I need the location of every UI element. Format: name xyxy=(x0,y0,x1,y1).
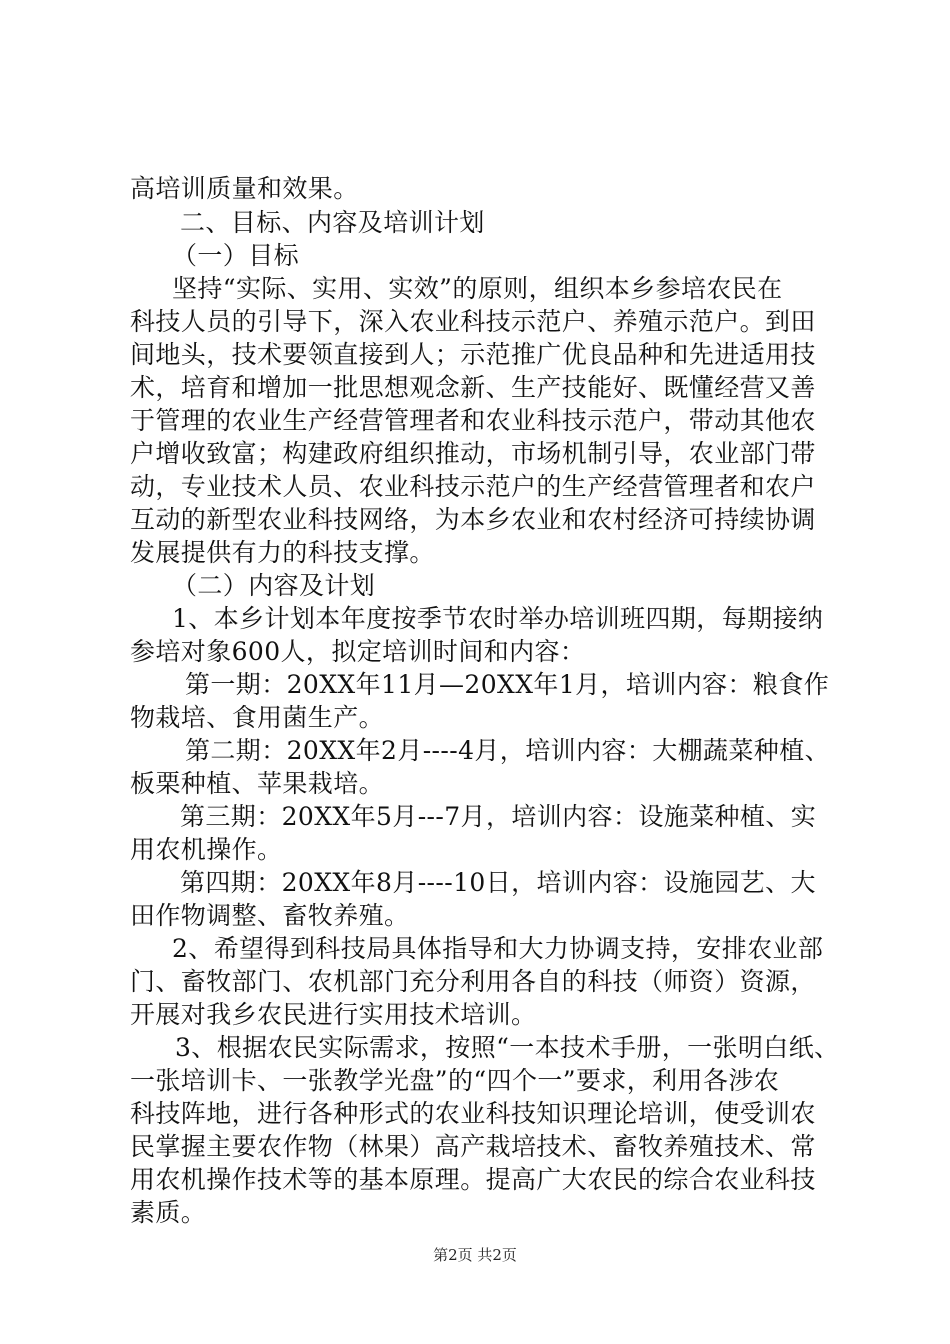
paragraph-line: 术，培育和增加一批思想观念新、生产技能好、既懂经营又善 xyxy=(130,373,816,402)
paragraph-line: 动，专业技术人员、农业科技示范户的生产经营管理者和农户 xyxy=(130,472,816,501)
paragraph-line: 2、希望得到科技局具体指导和大力协调支持，安排农业部 xyxy=(172,934,824,963)
paragraph-line: 发展提供有力的科技支撑。 xyxy=(130,538,435,567)
schedule-line: 板栗种植、苹果栽培。 xyxy=(130,769,385,798)
paragraph-line: 1、本乡计划本年度按季节农时举办培训班四期，每期接纳 xyxy=(172,604,824,633)
paragraph-line: 参培对象600人，拟定培训时间和内容： xyxy=(130,637,586,666)
paragraph-line: 门、畜牧部门、农机部门充分利用各自的科技（师资）资源， xyxy=(130,967,816,996)
paragraph-line: 科技人员的引导下，深入农业科技示范户、养殖示范户。到田 xyxy=(130,307,816,336)
paragraph-line: 民掌握主要农作物（林果）高产栽培技术、畜牧养殖技术、常 xyxy=(130,1132,816,1161)
paragraph-line: 互动的新型农业科技网络，为本乡农业和农村经济可持续协调 xyxy=(130,505,816,534)
schedule-line: 用农机操作。 xyxy=(130,835,283,864)
paragraph-line: 用农机操作技术等的基本原理。提高广大农民的综合农业科技 xyxy=(130,1165,816,1194)
paragraph-line: 间地头，技术要领直接到人；示范推广优良品种和先进适用技 xyxy=(130,340,816,369)
schedule-line: 第四期：20XX年8月----10日，培训内容：设施园艺、大 xyxy=(180,868,816,897)
section-heading: 二、目标、内容及培训计划 xyxy=(180,208,485,237)
paragraph-line: 科技阵地，进行各种形式的农业科技知识理论培训，使受训农 xyxy=(130,1099,816,1128)
paragraph-line: 一张培训卡、一张教学光盘”的“四个一”要求，利用各涉农 xyxy=(130,1066,780,1095)
schedule-line: 物栽培、食用菌生产。 xyxy=(130,703,385,732)
paragraph-line: 于管理的农业生产经营管理者和农业科技示范户，带动其他农 xyxy=(130,406,816,435)
schedule-line: 第一期：20XX年11月—20XX年1月，培训内容：粮食作 xyxy=(185,670,830,699)
schedule-line: 第二期：20XX年2月----4月，培训内容：大棚蔬菜种植、 xyxy=(185,736,831,765)
paragraph-line: 3、根据农民实际需求，按照“一本技术手册，一张明白纸、 xyxy=(175,1033,840,1062)
subsection-heading: （一）目标 xyxy=(172,241,300,270)
text-line: 高培训质量和效果。 xyxy=(130,174,359,203)
schedule-line: 田作物调整、畜牧养殖。 xyxy=(130,901,410,930)
paragraph-line: 开展对我乡农民进行实用技术培训。 xyxy=(130,1000,537,1029)
paragraph-line: 素质。 xyxy=(130,1198,207,1227)
paragraph-line: 户增收致富；构建政府组织推动，市场机制引导，农业部门带 xyxy=(130,439,816,468)
schedule-line: 第三期：20XX年5月---7月，培训内容：设施菜种植、实 xyxy=(180,802,817,831)
subsection-heading: （二）内容及计划 xyxy=(172,571,376,600)
paragraph-line: 坚持“实际、实用、实效”的原则，组织本乡参培农民在 xyxy=(172,274,783,303)
page-number: 第2页 共2页 xyxy=(433,1246,517,1264)
